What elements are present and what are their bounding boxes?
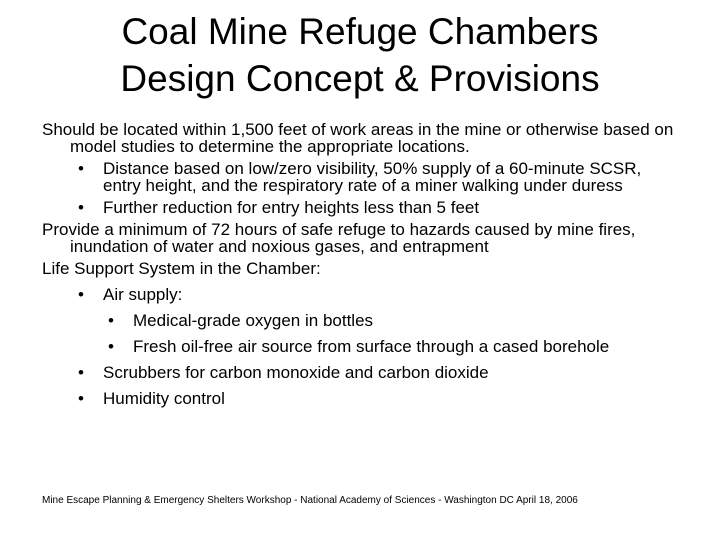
item-text: Scrubbers for carbon monoxide and carbon dioxide	[103, 363, 489, 382]
bullet-marker: •	[78, 363, 84, 382]
bullet-marker: •	[108, 337, 114, 356]
item-location: Should be located within 1,500 feet of work areas in the mine or otherwise based on model studies to determine the appropriate locations.	[42, 120, 674, 156]
item-air-supply	[78, 286, 682, 303]
item-humidity	[78, 390, 682, 407]
item-oxygen-bottles	[108, 312, 682, 329]
item-text: Further reduction for entry heights less than 5 feet	[103, 198, 480, 217]
item-entry-height	[78, 199, 682, 216]
item-text: Medical-grade oxygen in bottles	[133, 311, 374, 330]
bullet-marker: •	[78, 198, 84, 217]
item-life-support: Life Support System in the Chamber:	[42, 259, 321, 278]
bullet-marker: •	[78, 285, 84, 304]
item-distance-basis	[78, 160, 682, 194]
slide-body	[42, 121, 682, 412]
item-scrubbers	[78, 364, 682, 381]
item-text: Humidity control	[103, 389, 225, 408]
item-text: Air supply:	[103, 285, 183, 304]
title-line-1: Coal Mine Refuge Chambers	[121, 11, 599, 52]
item-fresh-air	[108, 338, 682, 355]
bullet-marker: •	[108, 311, 114, 330]
item-text: Distance based on low/zero visibility, 50% supply of a 60-minute SCSR, entry height, and the respiratory rate of a miner walking under duress	[103, 159, 642, 195]
bullet-marker: •	[78, 389, 84, 408]
slide-footer: Mine Escape Planning & Emergency Shelters Workshop - National Academy of Sciences - Washington DC April 18, 2006	[42, 495, 578, 506]
title-line-2: Design Concept & Provisions	[120, 58, 600, 99]
item-text: Fresh oil-free air source from surface through a cased borehole	[133, 337, 610, 356]
bullet-marker: •	[78, 159, 84, 178]
slide-title	[0, 8, 720, 102]
item-minimum-refuge: Provide a minimum of 72 hours of safe refuge to hazards caused by mine fires, inundation of water and noxious gases, and entrapment	[42, 220, 636, 256]
